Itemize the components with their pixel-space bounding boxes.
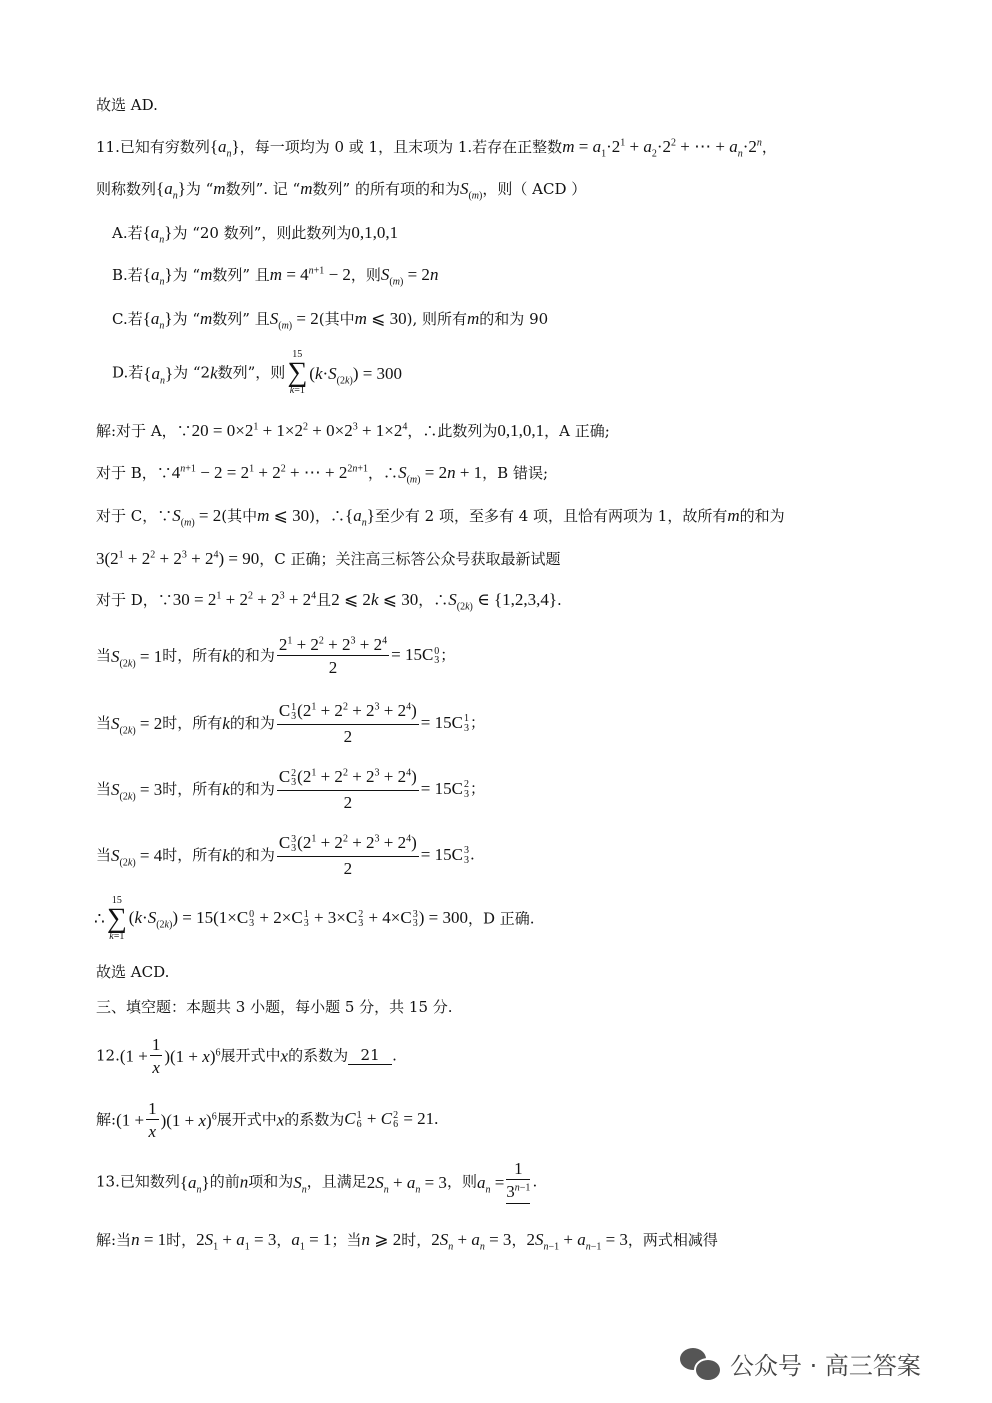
option-a: A.若$\{a_n\}$为 “20 数列”，则此数列为0,1,0,1 [112,223,399,246]
case-4: 当$S_{(2k)} = 4$时，所有k的和为 C 3 3 $(2^1 + 2^2 + 2^3 + 2^4)$ 2 = 15C 3 3 . [96,833,475,878]
text-line: 故选 AD. [96,96,158,114]
wechat-icon [680,1346,720,1380]
solution-12: 解:(1 + $\frac{1}{x}$ )$(1 + x)^6$展开式中x的系数为C 1 6 + C 2 6 = 21. [96,1099,439,1141]
section-heading: 三、填空题：本题共 3 小题，每小题 5 分，共 15 分. [96,998,453,1016]
solution-a: 解:对于 A，∵20 = $0\times 2^1 + 1\times 2^2 + 0\times 2^3 + 1\times 2^4$，∴此数列为0,1,0,1，A 正确; [96,421,610,440]
solution-13: 解:当n = 1时，$2S_1 + a_1 = 3$，$a_1 = 1$；当n ⩾ 2时，$2S_n + a_n = 3$，$2S_{n-1} + a_{n-1} = 3$，两式相减得 [96,1230,718,1253]
watermark-text: 公众号 · 高三答案 [730,1351,921,1380]
option-b: B.若$\{a_n\}$为 “m数列” 且$m = 4^{n+1} - 2$，则$S_{(m)} = 2n$ [112,265,439,288]
solution-c-cont: $3(2^1 + 2^2 + 2^3 + 2^4) = 90$，C 正确；关注高三标答公众号获取最新试题 [96,549,561,568]
text-line: 故选 ACD. [96,963,170,981]
case-3: 当$S_{(2k)} = 3$时，所有k的和为 C 2 3 $(2^1 + 2^2 + 2^3 + 2^4)$ 2 = 15C 2 3 ； [96,767,485,812]
question-13: 13.已知数列$\{a_n\}$的前n项和为$S_n$，且满足$2S_n + a_n = 3$，则$a_n$ = $\frac{1}{3^{n-1}}$ . [96,1160,992,1204]
question-11: 11.已知有穷数列$\{a_n\}$，每一项均为 0 或 1，且末项为 1.若存在正整数$m = a_1\cdot 2^1 + a_2\cdot 2^2$ + ⋯ + $a_n\cdot 2^n$， [96,137,777,160]
solution-b: 对于 B，$\because 4^{n+1} - 2 = 2^1 + 2^2$ + ⋯ + $2^{2n+1}$，$\therefore S_{(m)} = 2n + 1$，B 错误; [96,463,549,486]
question-12: 12.(1 + $\frac{1}{x}$ )$(1 + x)^6$展开式中x的系数为 21 . [96,1035,397,1077]
solution-d-sum: ∴ 15 ∑ k=1 $(k\cdot S_{(2k)}) = 15(1\times C$ 0 3 + 2×C 1 3 + 3×C 2 3 + 4×C 3 3 ) = 300，D 正确. [94,895,535,942]
question-11-cont: 则称数列$\{a_n\}$为 “m数列”. 记 “m数列” 的所有项的和为$S_{(m)}$，则（ ACD ） [96,179,587,202]
case-2: 当$S_{(2k)} = 2$时，所有k的和为 C 1 3 $(2^1 + 2^2 + 2^3 + 2^4)$ 2 = 15C 1 3 ； [96,701,485,746]
solution-d: 对于 D，∵30 = $2^1 + 2^2 + 2^3 + 2^4$且2 ⩽ 2k ⩽ 30，$\therefore S_{(2k)}$ ∈ {1,2,3,4}. [96,590,562,613]
option-c: C.若$\{a_n\}$为 “m数列” 且$S_{(m)} = 2$(其中m ⩽ 30), 则所有m的和为 90 [112,309,549,332]
watermark [680,1345,921,1381]
option-d: D.若$\{a_n\}$为 “2k数列”，则 15 ∑ k=1 $(k\cdot S_{(2k)}) = 300$ [112,349,403,396]
solution-c: 对于 C，$\because S_{(m)} = 2$(其中m ⩽ 30)，$\therefore\{a_n\}$至少有 2 项，至多有 4 项，且恰有两项为 1，故所有m的和为 [96,506,785,529]
answer-blank: 21 [348,1048,392,1065]
case-1: 当$S_{(2k)} = 1$时，所有k的和为 $\frac{2^1 + 2^2 + 2^3 + 2^4}{2}$ = 15C 0 3 ； [96,635,456,677]
